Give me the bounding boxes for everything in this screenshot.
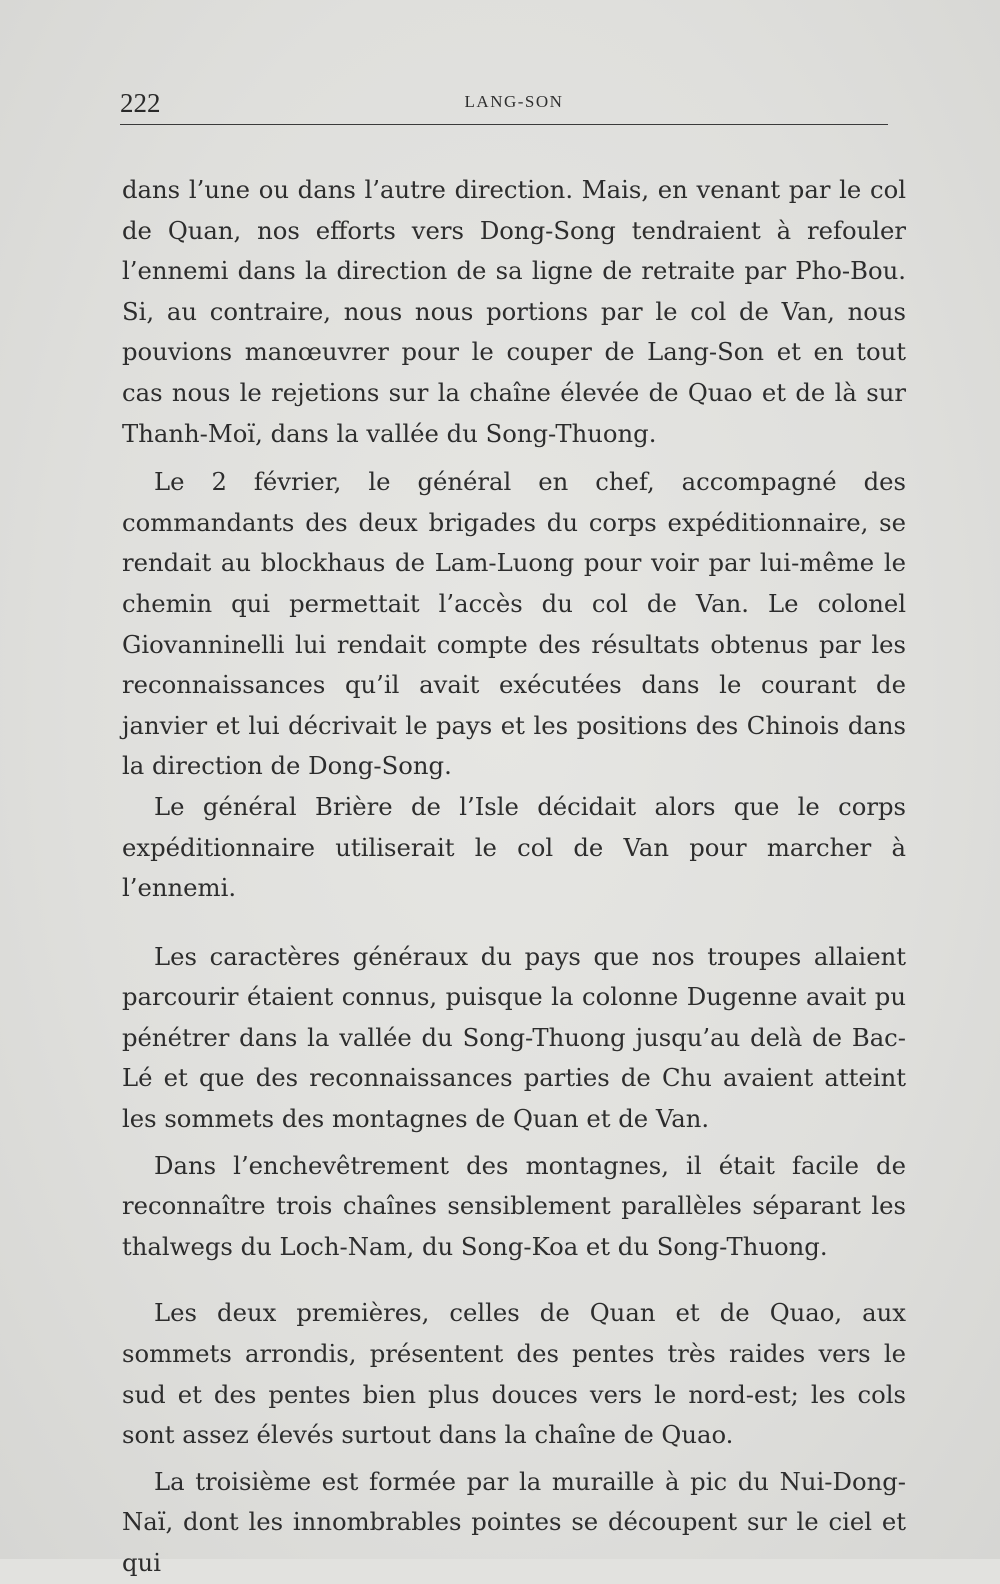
header-rule [120, 124, 888, 125]
running-head: LANG-SON [464, 92, 564, 111]
paragraph-first-two-chains: Les deux premières, celles de Quan et de Quao, aux sommets arrondis, présentent des pentes très raides vers le sud et des pentes bien plus douces vers le nord-est; les cols sont assez élevés surtout dans la chaîne de Quao. [122, 1298, 906, 1450]
paragraph-february-visit: Le 2 février, le général en chef, accompagné des commandants des deux brigades du corps expéditionnaire, se rendait au blockhaus de Lam-Luong pour voir par lui-même le chemin qui permettait l’accès du col de Van. Le colonel Giovanninelli lui rendait compte des résultats obtenus par les reconnaissances qu’il avait exécutées dans le courant de janvier et lui décrivait le pays et les positions des Chinois dans la direction de Dong-Song. [122, 467, 906, 781]
paragraph-continued: dans l’une ou dans l’autre direction. Mais, en venant par le col de Quan, nos efforts vers Dong-Song tendraient à refouler l’ennemi dans la direction de sa ligne de retraite par Pho-Bou. Si, au contraire, nous nous portions par le col de Van, nous pouvions manœuvrer pour le couper de Lang-Son et en tout cas nous le rejetions sur la chaîne élevée de Quao et de là sur Thanh-Moï, dans la vallée du Song-Thuong. [122, 175, 906, 448]
paragraph-decision: Le général Brière de l’Isle décidait alors que le corps expéditionnaire utiliserait le col de Van pour marcher à l’ennemi. [122, 791, 906, 903]
paragraph-three-chains: Dans l’enchevêtrement des montagnes, il était facile de reconnaître trois chaînes sensiblement parallèles séparant les thalwegs du Loch-Nam, du Song-Koa et du Song-Thuong. [122, 1150, 906, 1261]
page-number: 222 [120, 88, 161, 118]
body-text [122, 170, 906, 1584]
page-header [120, 88, 888, 120]
paragraph-third-chain: La troisième est formée par la muraille à pic du Nui-Dong-Naï, dont les innombrables pointes se découpent sur le ciel et qui [122, 1466, 906, 1577]
paragraph-country-features: Les caractères généraux du pays que nos troupes allaient parcourir étaient connus, puisque la colonne Dugenne avait pu pénétrer dans la vallée du Song-Thuong jusqu’au delà de Bac-Lé et que des reconnaissances parties de Chu avaient atteint les sommets des montagnes de Quan et de Van. [122, 941, 906, 1134]
